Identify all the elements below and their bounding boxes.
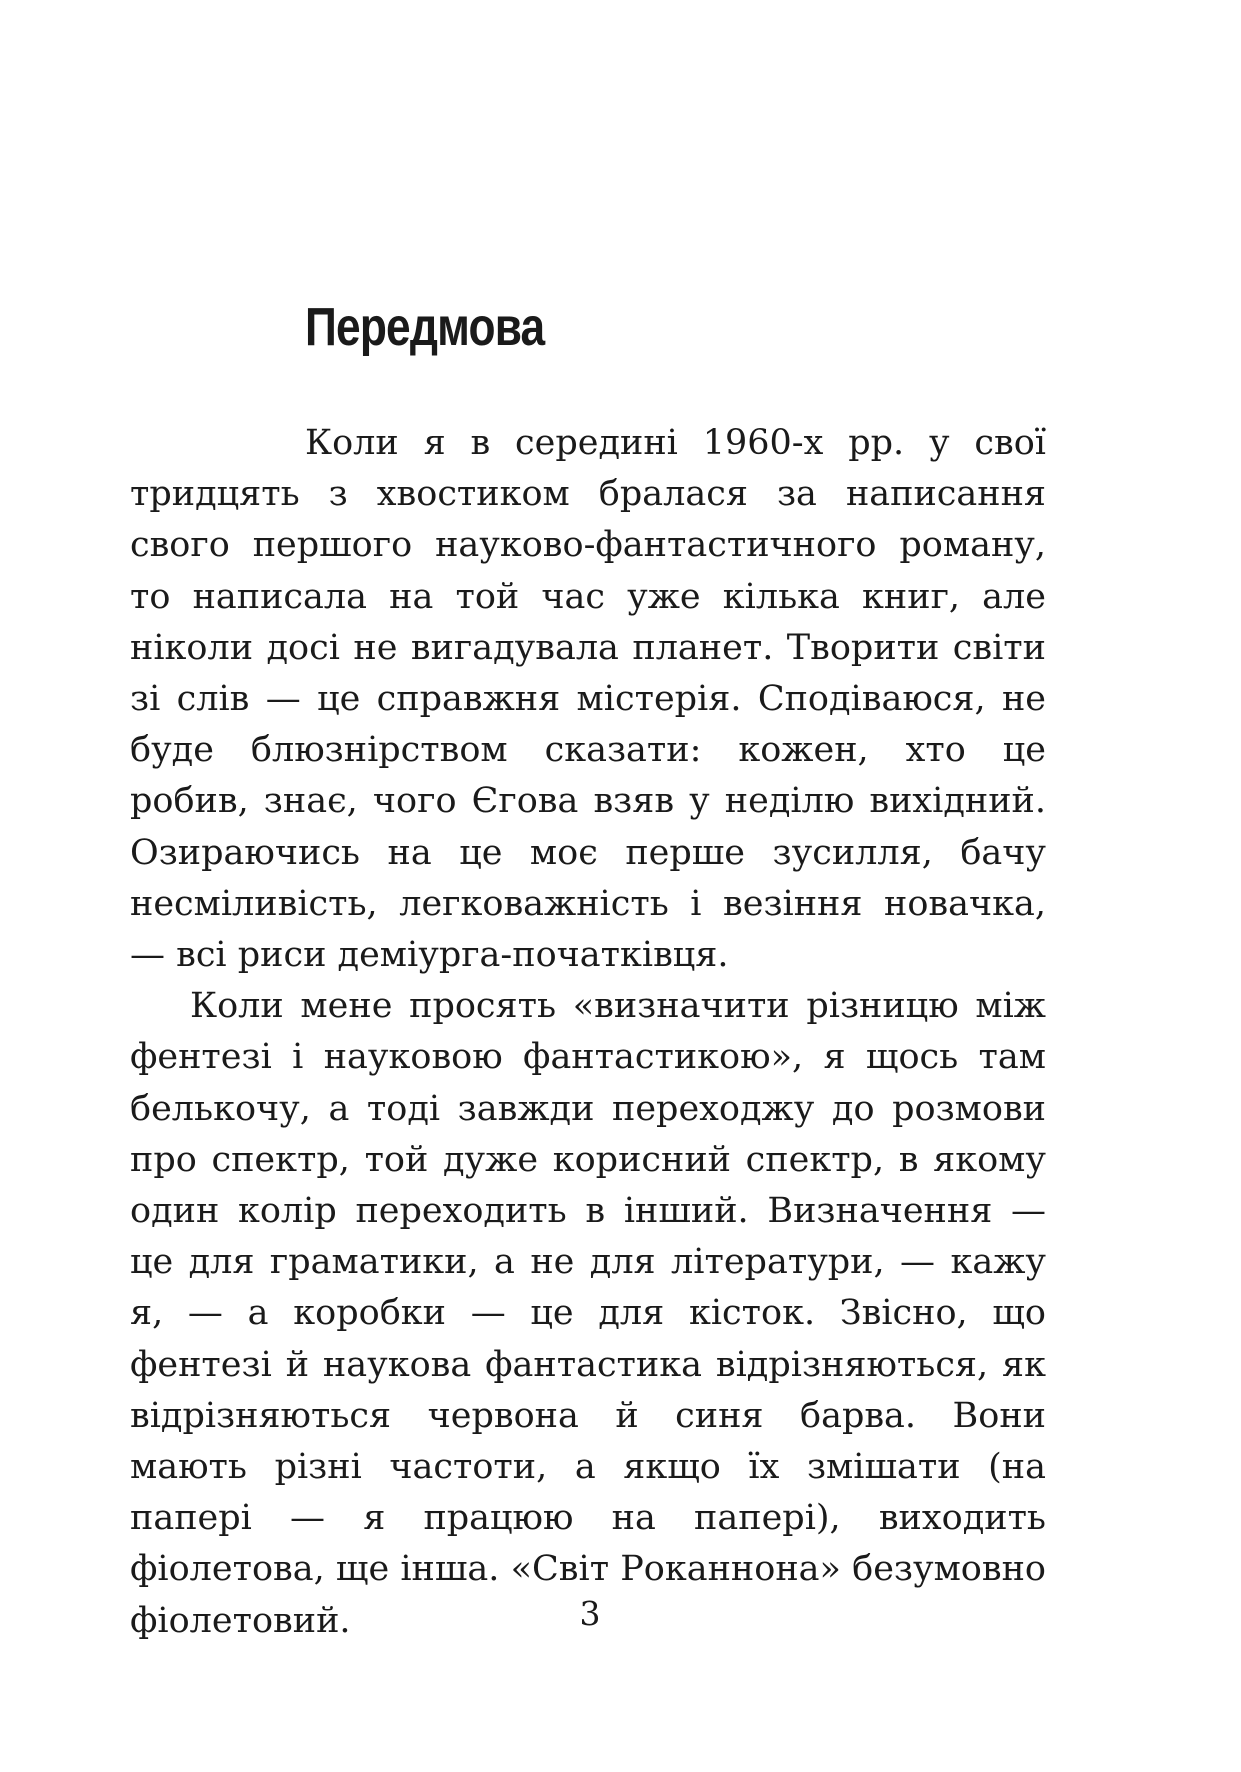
- body-text: [130, 418, 1046, 1647]
- page-number: 3: [579, 1594, 601, 1633]
- paragraph-1: Коли я в середині 1960-х рр. у свої тридцять з хвостиком бралася за написання свого першого науково-фантастичного роману, то написала на той час уже кілька книг, але ніколи досі не вигадувала планет. Творити світи зі слів — це справжня містерія. Сподіваюся, не буде блюзнірством сказати: кожен, хто це робив, знає, чого Єгова взяв у неділю вихідний. Озираючись на це моє перше зусилля, бачу несміливість, легковажність і везіння новачка, — всі риси деміурга-початківця.: [130, 423, 1046, 976]
- paragraph-2: Коли мене просять «визначити різницю між фентезі і науковою фантастикою», я щось там белькочу, а тоді завжди переходжу до розмови про спектр, той дуже корисний спектр, в якому один колір переходить в інший. Визначення — це для граматики, а не для літератури, — кажу я, — а коробки — це для кісток. Звісно, що фентезі й наукова фантастика відрізняються, як відрізняються червона й синя барва. Вони мають різні частоти, а якщо їх змішати (на папері — я працюю на папері), виходить фіолетова, ще інша. «Світ Роканнона» безумовно фіолетовий.: [130, 986, 1046, 1641]
- page-title: Передмова: [305, 297, 545, 357]
